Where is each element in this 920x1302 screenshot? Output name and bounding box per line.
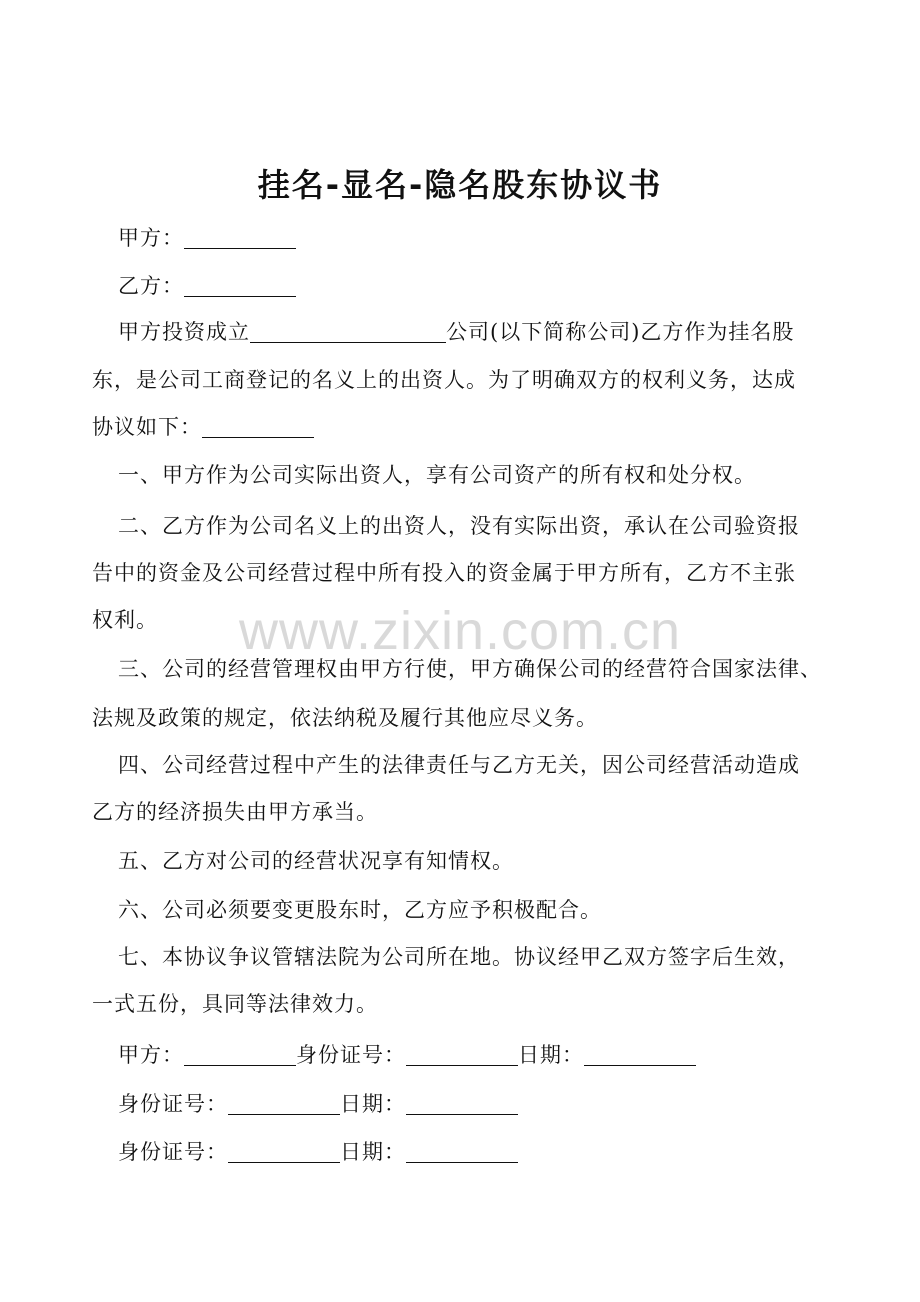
clause-2-line-3: 权利。: [92, 608, 158, 632]
intro-line-3: [92, 404, 852, 450]
intro-prefix: 甲方投资成立: [118, 320, 250, 344]
clause-5: 五、乙方对公司的经营状况享有知情权。: [118, 849, 514, 873]
sig-id-blank-2: [228, 1090, 340, 1115]
intro-blank: [202, 413, 314, 438]
sig-id-label-1: 身份证号：: [296, 1043, 406, 1067]
party-a-line: [118, 215, 878, 261]
signature-line-2: [118, 1081, 878, 1127]
sig-id-label-2: 身份证号：: [118, 1092, 228, 1116]
sig-id-blank-3: [228, 1138, 340, 1163]
clause-7-line-2: 一式五份，具同等法律效力。: [92, 992, 378, 1016]
sig-date-label-1: 日期：: [518, 1043, 584, 1067]
clause-4-line-1: 四、公司经营过程中产生的法律责任与乙方无关，因公司经营活动造成: [118, 753, 800, 777]
intro-line-3-text: 协议如下：: [92, 415, 202, 439]
sig-party-a-label: 甲方：: [118, 1043, 184, 1067]
clause-3-line-1: 三、公司的经营管理权由甲方行使，甲方确保公司的经营符合国家法律、: [118, 657, 822, 681]
intro-suffix: 公司(以下简称公司)乙方作为挂名股: [446, 320, 795, 344]
clause-2-line-1: 二、乙方作为公司名义上的出资人，没有实际出资，承认在公司验资报: [118, 514, 800, 538]
clause-1: 一、甲方作为公司实际出资人，享有公司资产的所有权和处分权。: [118, 463, 756, 487]
intro-line-2: 东，是公司工商登记的名义上的出资人。为了明确双方的权利义务，达成: [92, 368, 796, 392]
watermark: www.zixin.com.cn: [238, 601, 682, 661]
sig-party-a-blank: [184, 1041, 296, 1066]
sig-id-label-3: 身份证号：: [118, 1140, 228, 1164]
party-b-blank: [184, 272, 296, 297]
party-a-label: 甲方：: [118, 226, 184, 250]
party-b-label: 乙方：: [118, 274, 184, 298]
sig-date-label-3: 日期：: [340, 1140, 406, 1164]
clause-2-line-2: 告中的资金及公司经营过程中所有投入的资金属于甲方所有，乙方不主张: [92, 561, 796, 585]
clause-7-line-1: 七、本协议争议管辖法院为公司所在地。协议经甲乙双方签字后生效，: [118, 945, 800, 969]
signature-line-1: [118, 1032, 878, 1078]
sig-date-blank-1: [584, 1041, 696, 1066]
clause-6: 六、公司必须要变更股东时，乙方应予积极配合。: [118, 898, 602, 922]
signature-line-3: [118, 1129, 878, 1175]
intro-line-1: [118, 309, 878, 355]
clause-4-line-2: 乙方的经济损失由甲方承当。: [92, 800, 378, 824]
sig-date-blank-2: [406, 1090, 518, 1115]
sig-date-label-2: 日期：: [340, 1092, 406, 1116]
clause-3-line-2: 法规及政策的规定，依法纳税及履行其他应尽义务。: [92, 706, 598, 730]
company-name-blank: [250, 318, 446, 343]
party-b-line: [118, 263, 878, 309]
party-a-blank: [184, 224, 296, 249]
document-title: 挂名-显名-隐名股东协议书: [257, 166, 663, 204]
sig-date-blank-3: [406, 1138, 518, 1163]
sig-id-blank-1: [406, 1041, 518, 1066]
